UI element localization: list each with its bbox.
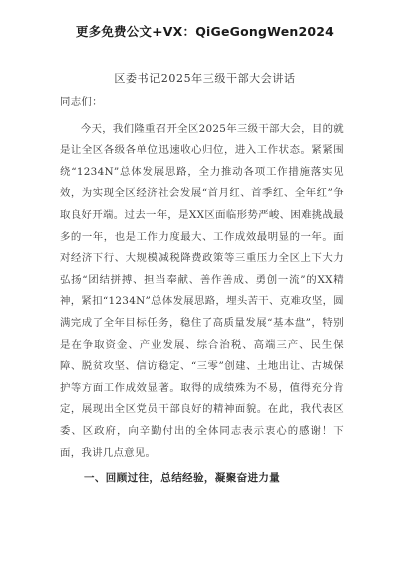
section-heading: 一、回顾过往，总结经验，凝聚奋进力量: [84, 472, 281, 484]
document-title: 区委书记2025年三级干部大会讲话: [114, 72, 296, 85]
body-paragraph: 今天，我们隆重召开全区2025年三级干部大会，目的就是让全区各级各单位迅速收心归位，进入工作状态。紧紧围绕“1234N”总体发展思路，全力推动各项工作措施落实见效，为实现全区经济社会发展“首月红、首季红、全年红”争取良好开端。过去一年，是XX区面临形势严峻、困难挑战最多的一年，也是工作力度最大、工作成效最明显的一年。面对经济下行、大规模减税降费政策等三重压力全区上下大力弘扬“团结拼搏、担当奉献、善作善成、勇创一流”的XX精神，紧扣“1234N”总体发展思路，埋头苦干、克难攻坚，圆满完成了全年目标任务，稳住了高质量发展“基本盘”，特别是在争取资金、产业发展、综合治税、高端三产、民生保障、脱贫攻坚、信访稳定、“三零”创建、土地出让、古城保护等方面工作成效显著。取得的成绩殊为不易，值得充分肯定，展现出全区党员干部良好的精神面貌。在此，我代表区委、区政府，向辛勤付出的全体同志表示衷心的感谢！下面，我讲几点意见。: [60, 122, 344, 459]
document-body: [60, 92, 344, 464]
watermark-header: 更多免费公文+VX：QiGeGongWen2024: [75, 24, 335, 39]
salutation: 同志们：: [60, 96, 103, 108]
